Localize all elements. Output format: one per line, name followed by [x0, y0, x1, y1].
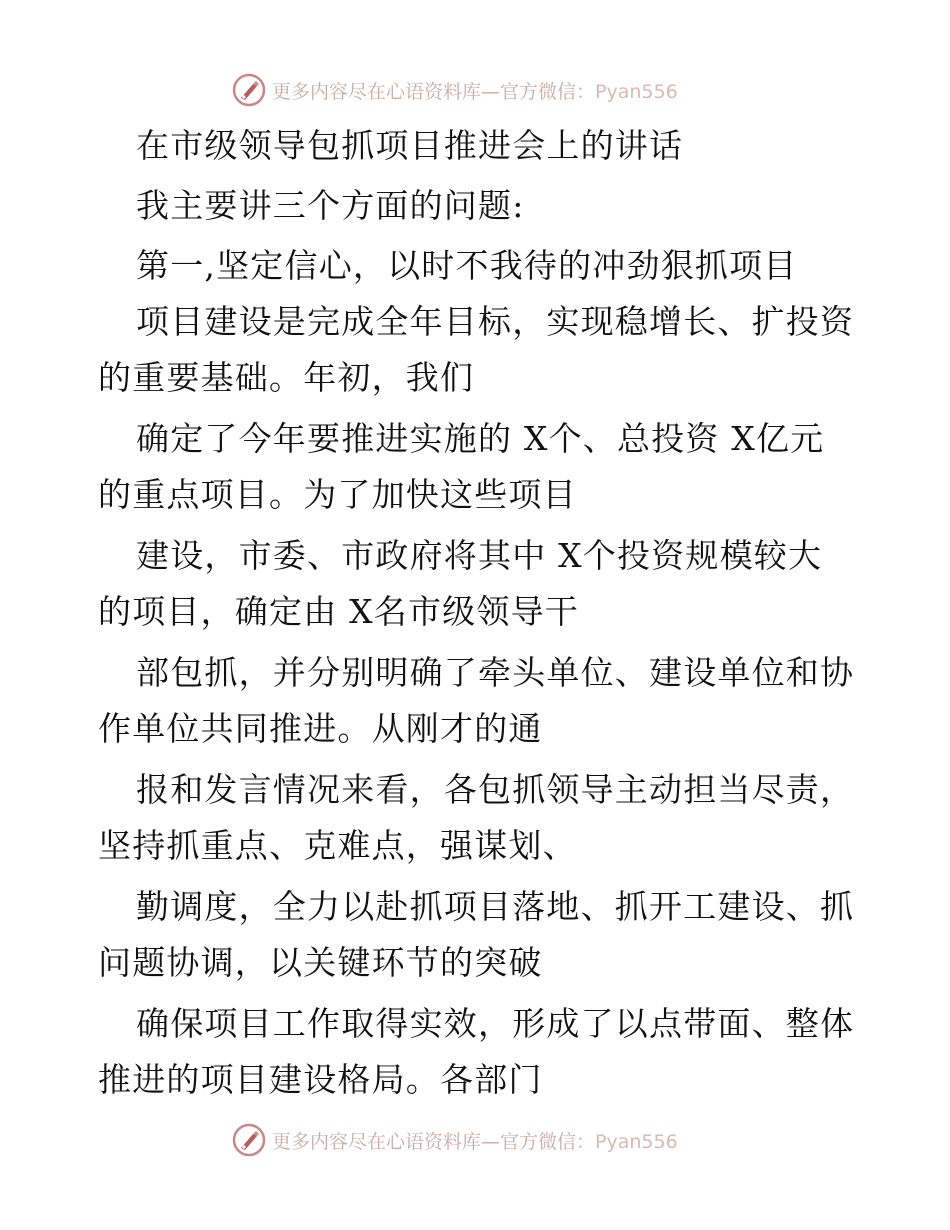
text-line: 的重点项目。为了加快这些项目	[98, 475, 577, 514]
text-line: 报和发言情况来看，各包抓领导主动担当尽责，	[136, 770, 855, 809]
text-line: 的重要基础。年初，我们	[98, 358, 475, 397]
watermark-text: 更多内容尽在心语资料库—官方微信：Pyan556	[272, 80, 678, 103]
header-watermark	[232, 72, 678, 108]
pen-nib-circle-icon	[232, 73, 266, 107]
text-line: 部包抓，并分别明确了牵头单位、建设单位和协	[136, 653, 855, 692]
text-line: 确保项目工作取得实效，形成了以点带面、整体	[136, 1004, 855, 1043]
footer-watermark	[232, 1122, 678, 1158]
watermark-text: 更多内容尽在心语资料库—官方微信：Pyan556	[272, 1130, 678, 1153]
text-line: 推进的项目建设格局。各部门	[98, 1060, 543, 1099]
text-line: 我主要讲三个方面的问题:	[136, 186, 525, 225]
text-line: 确定了今年要推进实施的 X个、总投资 X亿元	[136, 419, 825, 458]
text-line: 作单位共同推进。从刚才的通	[98, 709, 543, 748]
pen-nib-circle-icon	[232, 1123, 266, 1157]
text-line: 勤调度，全力以赴抓项目落地、抓开工建设、抓	[136, 887, 855, 926]
document-title: 在市级领导包抓项目推进会上的讲话	[136, 126, 684, 165]
text-line: 问题协调，以关键环节的突破	[98, 943, 543, 982]
text-line: 坚持抓重点、克难点，强谋划、	[98, 826, 577, 865]
text-line: 的项目，确定由 X名市级领导干	[98, 592, 579, 631]
text-line: 项目建设是完成全年目标，实现稳增长、扩投资	[136, 302, 855, 341]
text-line: 建设，市委、市政府将其中 X个投资规模较大	[136, 536, 823, 575]
section-heading: 第一,坚定信心，以时不我待的冲劲狠抓项目	[136, 246, 798, 285]
